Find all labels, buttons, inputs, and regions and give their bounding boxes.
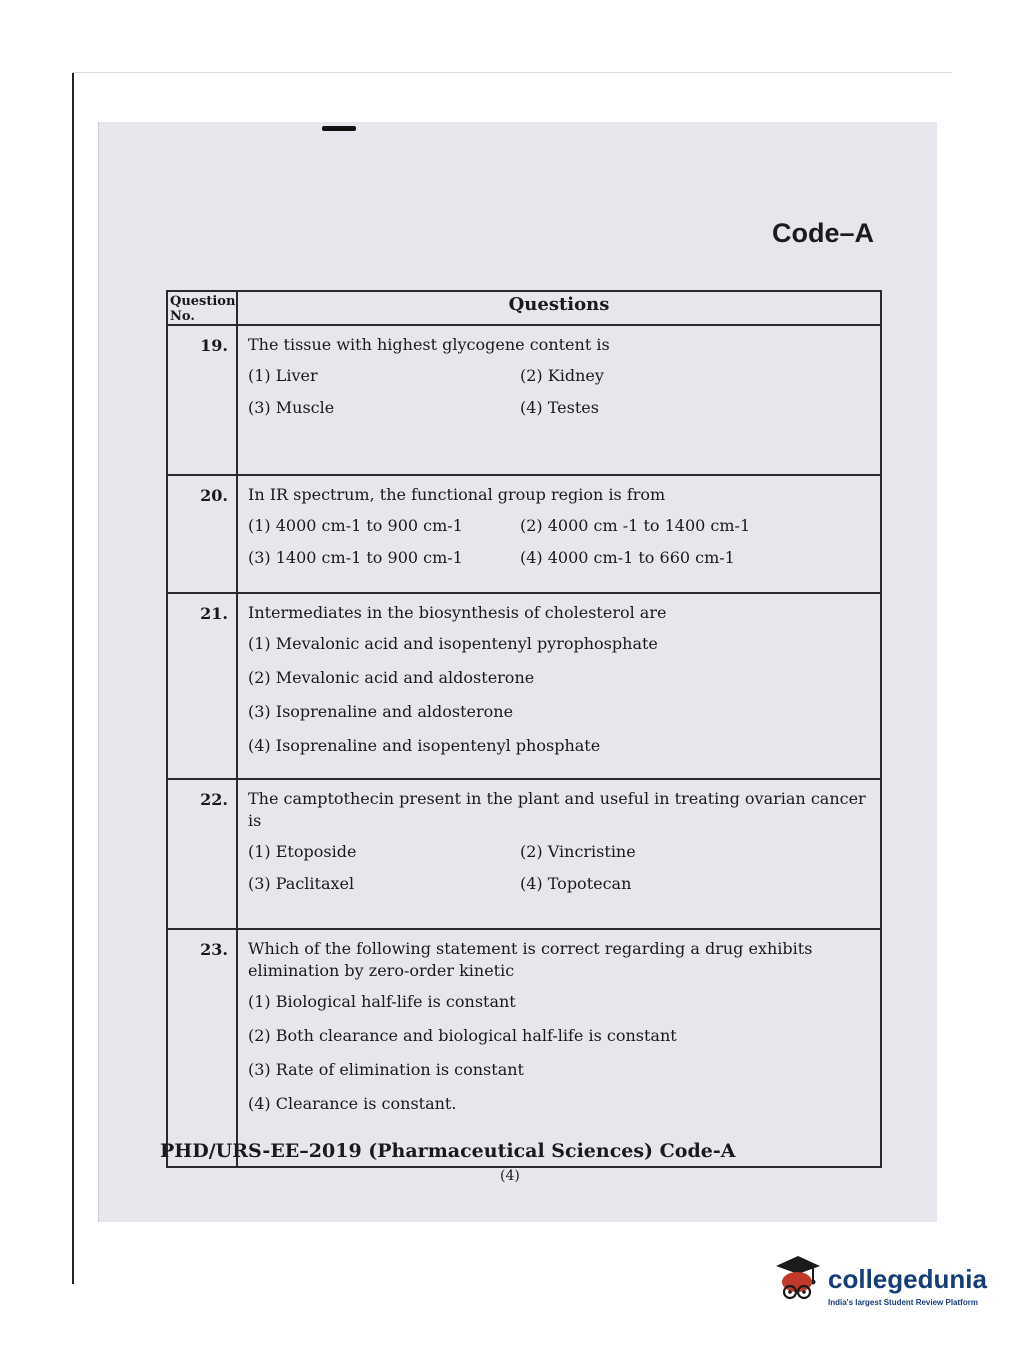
question-number: 21. [167,593,237,779]
question-stem: The camptothecin present in the plant and useful in treating ovarian cancer is [248,789,866,830]
table-header-row [167,291,881,325]
option: (2) Both clearance and biological half-life is constant [248,1026,677,1045]
option: (4) Clearance is constant. [248,1094,457,1113]
option: (1) 4000 cm-1 to 900 cm-1 [248,516,463,535]
question-row [167,593,881,779]
option: (2) 4000 cm -1 to 1400 cm-1 [520,516,751,535]
question-stem: In IR spectrum, the functional group region is from [248,485,666,504]
questions-table [166,290,882,1168]
question-row [167,475,881,593]
question-stem: Intermediates in the biosynthesis of cholesterol are [248,603,667,622]
question-stem: Which of the following statement is correct regarding a drug exhibits elimination by zero-order kinetic [248,939,813,980]
option: (2) Kidney [520,366,604,385]
option: (4) Topotecan [520,874,632,893]
ink-mark [322,126,356,131]
option: (1) Liver [248,366,318,385]
questions-header: Questions [237,291,881,325]
paper-code-header: Code–A [772,218,875,248]
option: (4) Isoprenaline and isopentenyl phosphate [248,736,601,755]
question-number: 19. [167,325,237,475]
question-number: 23. [167,929,237,1167]
brand-tagline: India's largest Student Review Platform [828,1298,978,1307]
question-number: 20. [167,475,237,593]
question-row [167,325,881,475]
option: (4) Testes [520,398,599,417]
brand-watermark [768,1248,998,1318]
question-row [167,779,881,929]
question-no-header: Question No. [167,291,237,325]
option: (4) 4000 cm-1 to 660 cm-1 [520,548,735,567]
graduate-mascot-icon [768,1252,826,1310]
option: (3) 1400 cm-1 to 900 cm-1 [248,548,463,567]
question-number: 22. [167,779,237,929]
option: (3) Muscle [248,398,335,417]
option: (3) Paclitaxel [248,874,355,893]
brand-name: collegedunia [828,1264,987,1294]
option: (1) Biological half-life is constant [248,992,516,1011]
option: (1) Mevalonic acid and isopentenyl pyrophosphate [248,634,658,653]
page-edge-rule [72,72,74,1284]
option: (3) Isoprenaline and aldosterone [248,702,514,721]
option: (1) Etoposide [248,842,357,861]
footer-paper-code: PHD/URS-EE–2019 (Pharmaceutical Sciences) Code-A [160,1140,736,1162]
question-stem: The tissue with highest glycogene content is [248,335,610,354]
option: (2) Vincristine [520,842,636,861]
page-top-rule [72,72,952,73]
question-row [167,929,881,1167]
page-number: (4) [500,1168,520,1184]
option: (2) Mevalonic acid and aldosterone [248,668,535,687]
option: (3) Rate of elimination is constant [248,1060,524,1079]
